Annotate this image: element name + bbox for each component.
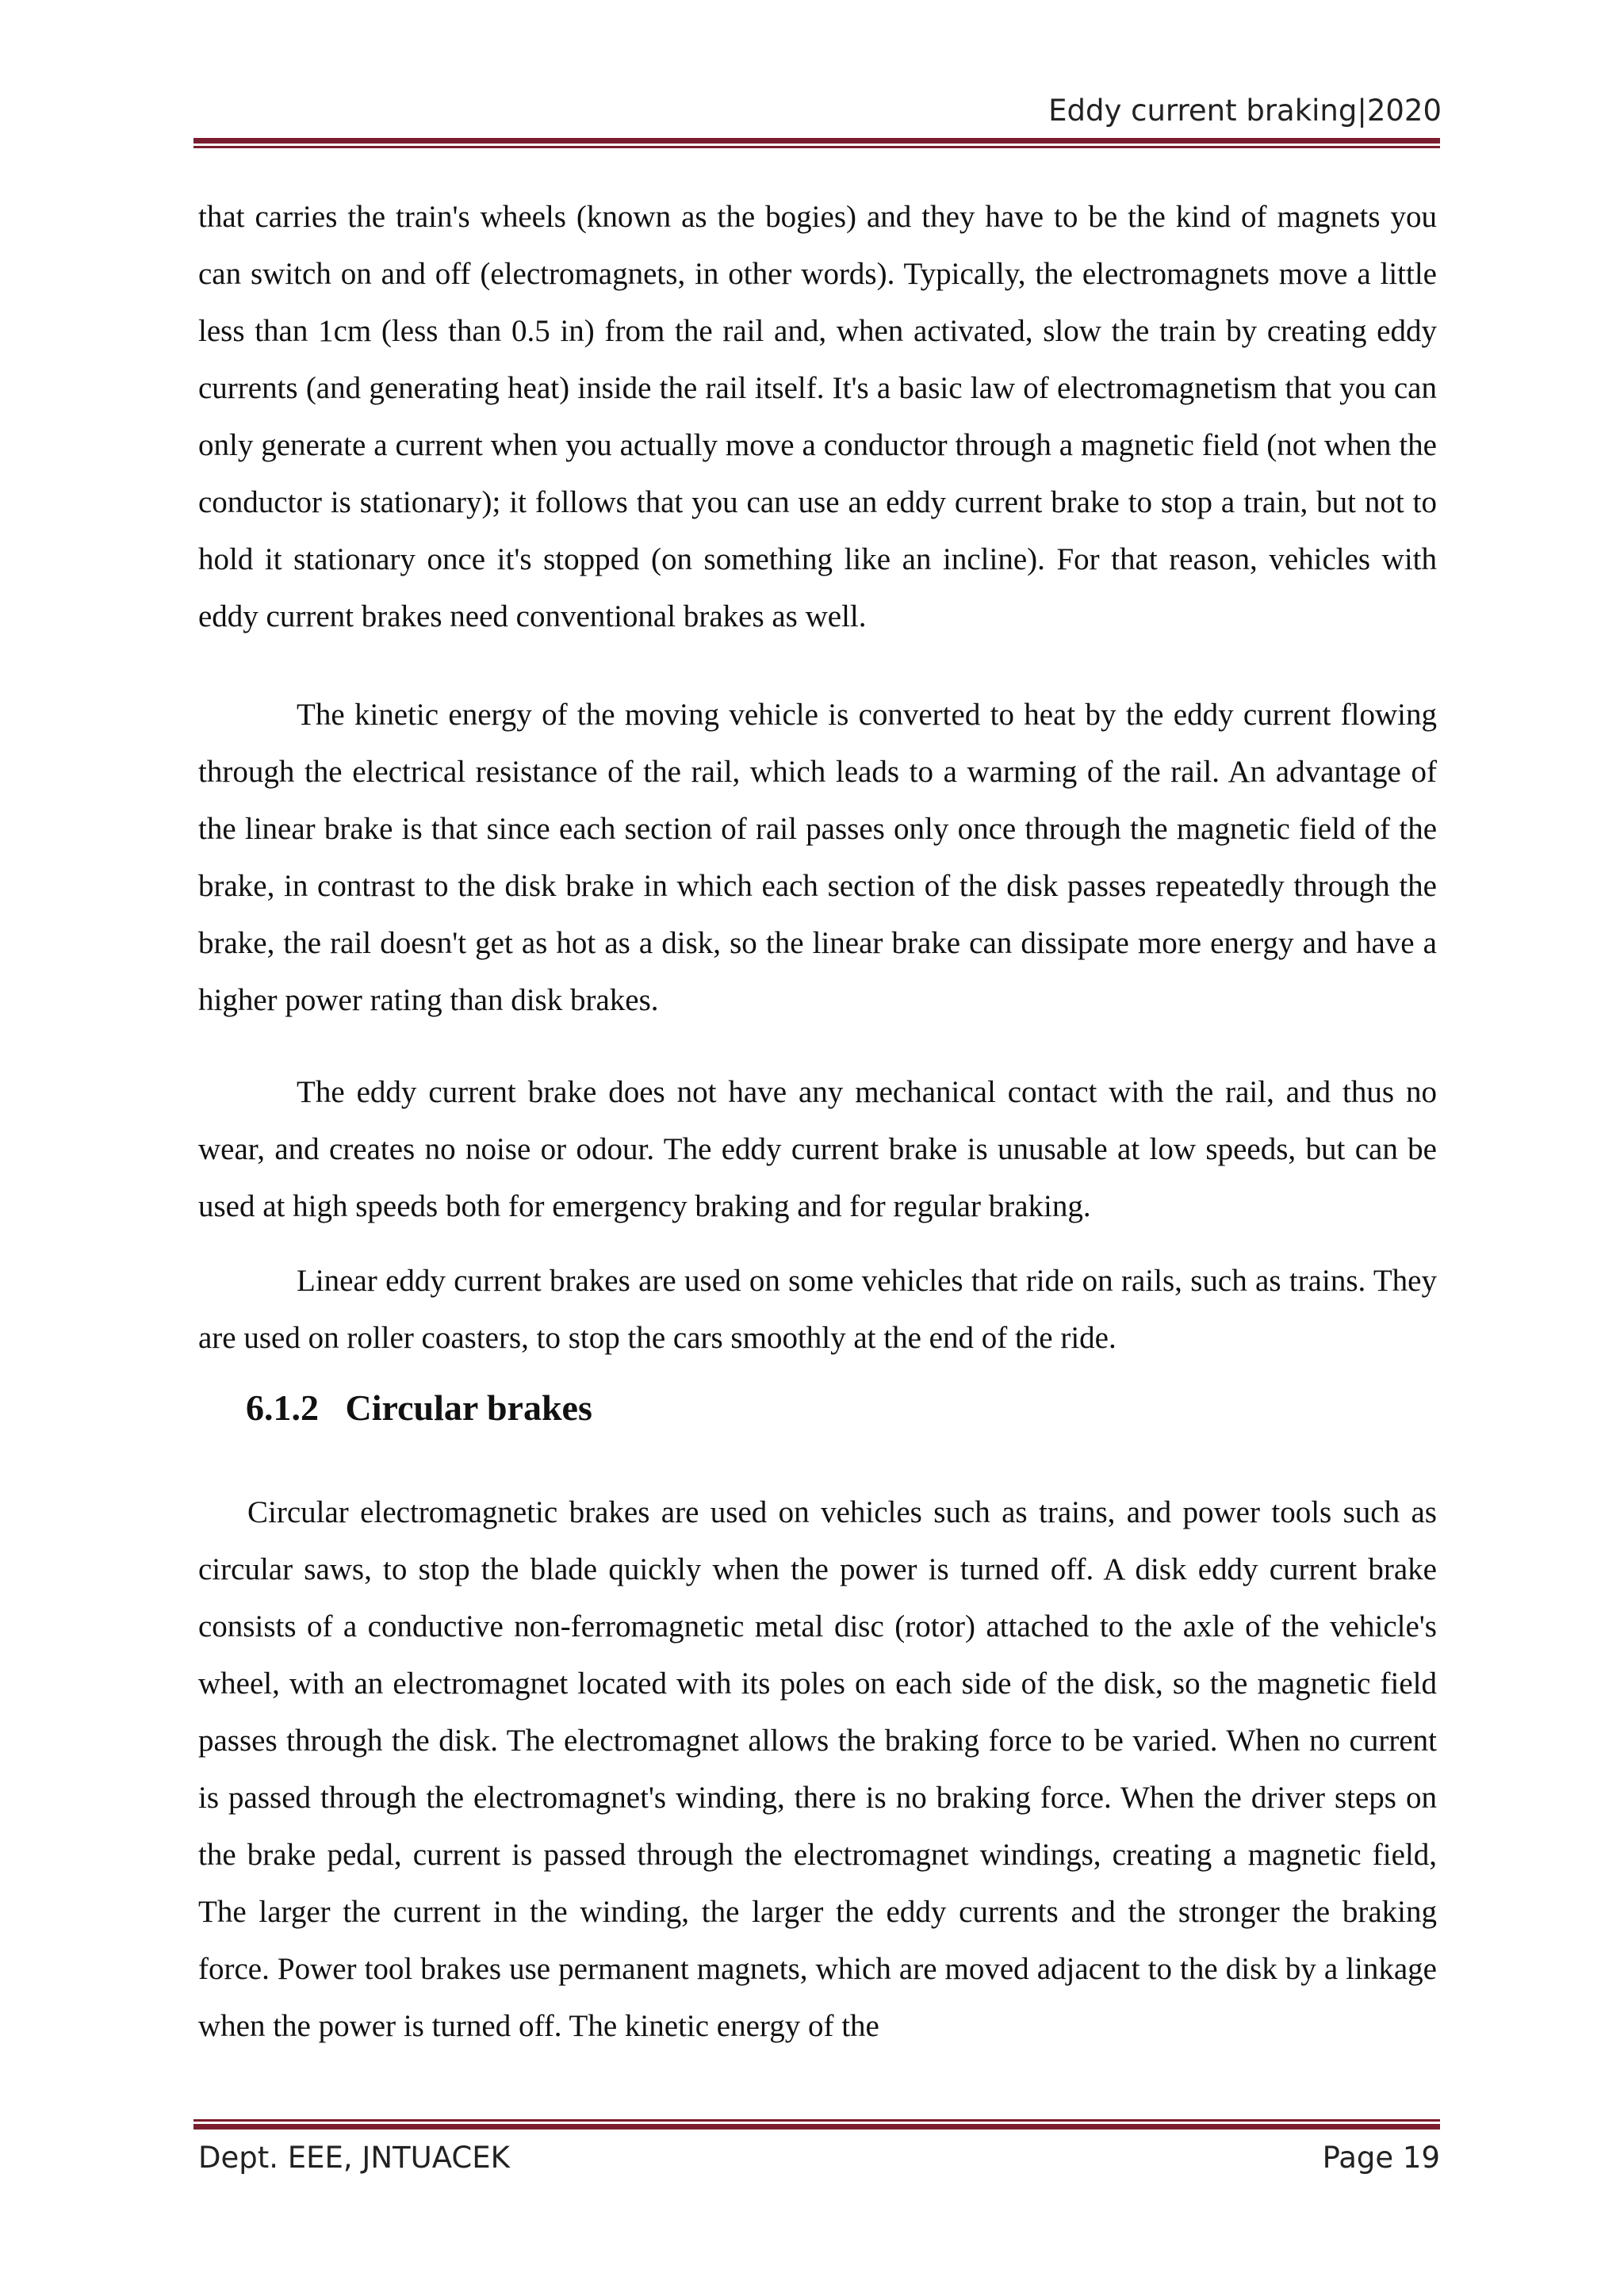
section-title: Circular brakes: [345, 1387, 592, 1428]
footer-divider: [193, 2119, 1440, 2130]
section-number: 6.1.2: [246, 1387, 319, 1428]
header-divider-thick-line: [193, 138, 1440, 144]
header-divider: [193, 138, 1440, 148]
page-body: [198, 189, 1437, 2055]
body-paragraph: The eddy current brake does not have any mechanical contact with the rail, and thus no wear, and creates no noise or odour. The eddy current brake is unusable at low speeds, but can be used at high speeds both for emergency braking and for regular braking.: [198, 1075, 1437, 1223]
footer-divider-thick-line: [193, 2124, 1440, 2130]
body-paragraph: Linear eddy current brakes are used on some vehicles that ride on rails, such as trains. They are used on roller coasters, to stop the cars smoothly at the end of the ride.: [198, 1264, 1437, 1355]
body-paragraph: The kinetic energy of the moving vehicle is converted to heat by the eddy current flowing through the electrical resistance of the rail, which leads to a warming of the rail. An advantage of the linear brake is that since each section of rail passes only once through the magnetic field of the brake, in contrast to the disk brake in which each section of the disk passes repeatedly through the brake, the rail doesn't get as hot as a disk, so the linear brake can dissipate more energy and have a higher power rating than disk brakes.: [198, 698, 1437, 1017]
page-number: Page 19: [1322, 2141, 1440, 2175]
section-heading: [246, 1383, 1437, 1433]
body-paragraph: Circular electromagnetic brakes are used on vehicles such as trains, and power tools such as circular saws, to stop the blade quickly when the power is turned off. A disk eddy current brake consists of a conductive non-ferromagnetic metal disc (rotor) attached to the axle of the vehicle's wheel, with an electromagnet located with its poles on each side of the disk, so the magnetic field passes through the disk. The electromagnet allows the braking force to be varied. When no current is passed through the electromagnet's winding, there is no braking force. When the driver steps on the brake pedal, current is passed through the electromagnet windings, creating a magnetic field, The larger the current in the winding, the larger the eddy currents and the stronger the braking force. Power tool brakes use permanent magnets, which are moved adjacent to the disk by a linkage when the power is turned off. The kinetic energy of the: [198, 1495, 1437, 2043]
footer-department: Dept. EEE, JNTUACEK: [198, 2141, 510, 2175]
header-divider-thin-line: [193, 146, 1440, 148]
running-header-title: Eddy current braking|2020: [1048, 94, 1442, 128]
body-paragraph: that carries the train's wheels (known as the bogies) and they have to be the kind of magnets you can switch on and off (electromagnets, in other words). Typically, the electromagnets move a little less than 1cm (less than 0.5 in) from the rail and, when activated, slow the train by creating eddy currents (and generating heat) inside the rail itself. It's a basic law of electromagnetism that you can only generate a current when you actually move a conductor through a magnetic field (not when the conductor is stationary); it follows that you can use an eddy current brake to stop a train, but not to hold it stationary once it's stopped (on something like an incline). For that reason, vehicles with eddy current brakes need conventional brakes as well.: [198, 200, 1437, 633]
